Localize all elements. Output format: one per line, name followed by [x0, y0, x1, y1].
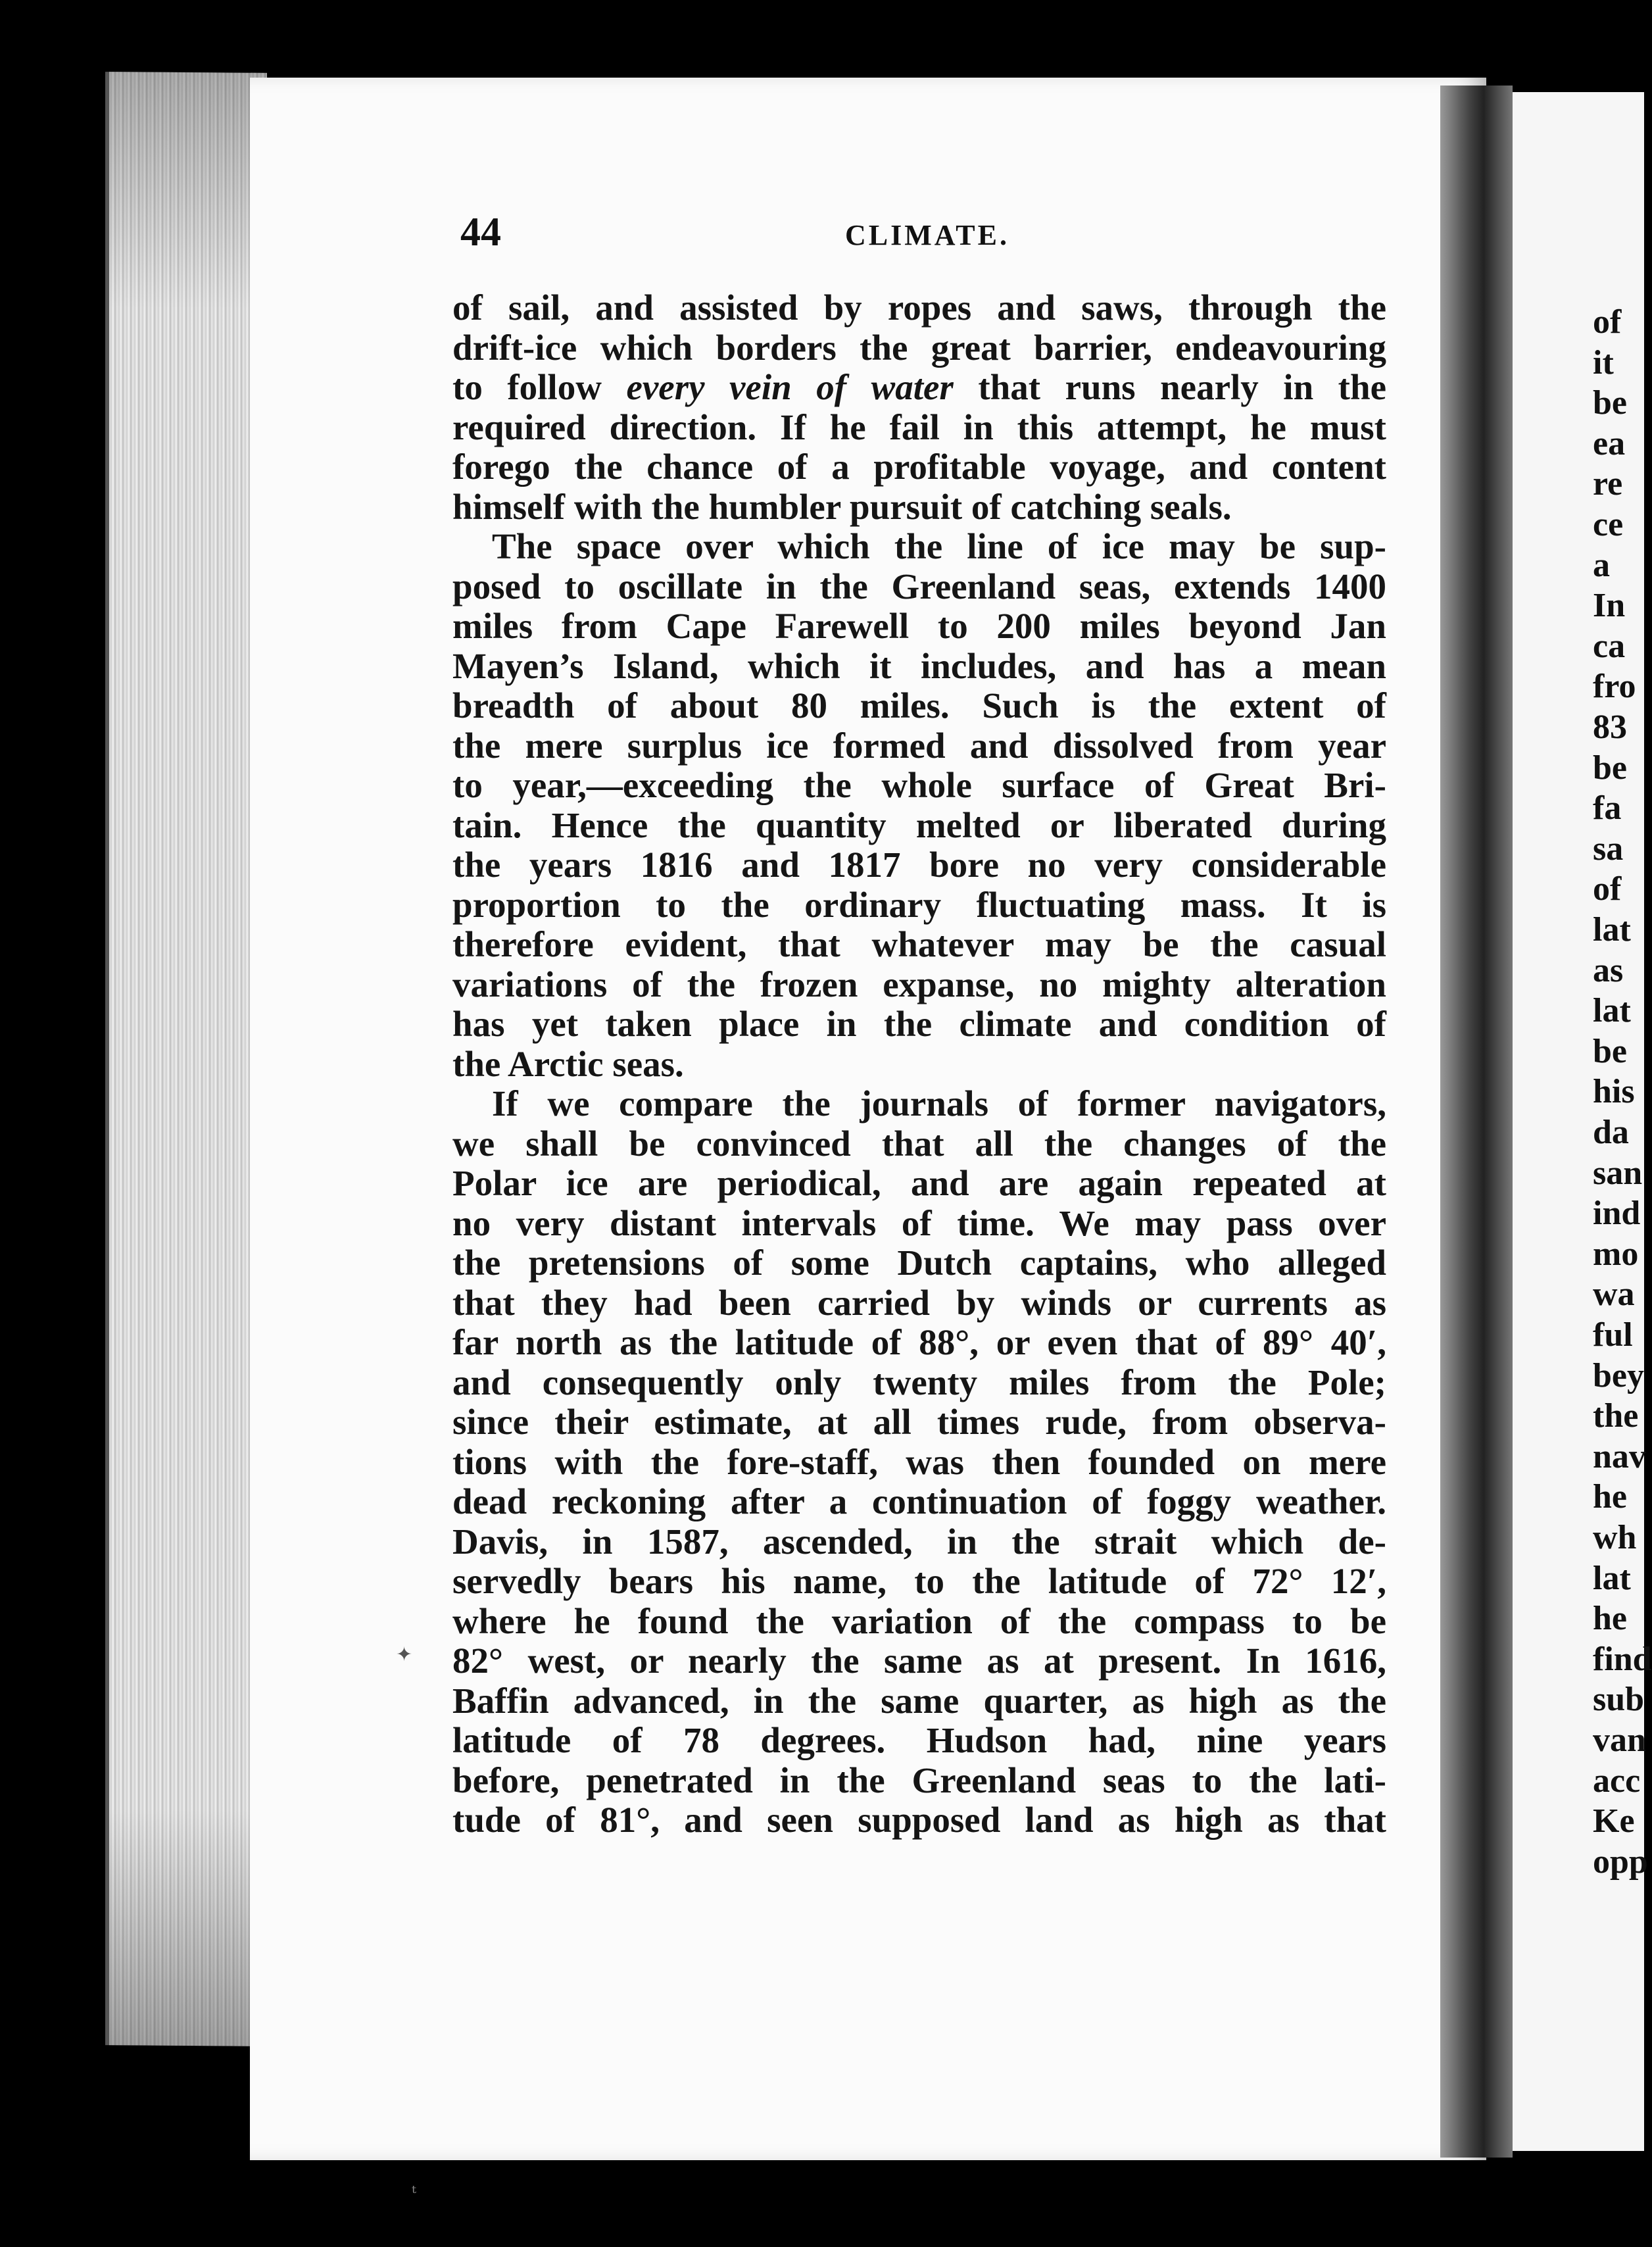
facing-page-fragment: lat [1593, 911, 1631, 949]
facing-page-fragment: san [1593, 1154, 1643, 1192]
facing-page-fragment: it [1593, 343, 1614, 382]
facing-page-fragment: acc [1593, 1762, 1641, 1800]
facing-page-fragment: mo [1593, 1235, 1639, 1273]
facing-page-fragment: he [1593, 1478, 1627, 1516]
facing-page-fragment: sub [1593, 1681, 1645, 1719]
facing-page-fragment: of [1593, 870, 1622, 908]
facing-page-fragment: 83 [1593, 708, 1627, 746]
text-line: tions with the fore-staff, was then founded on mere [452, 1441, 1386, 1482]
text-line: tain. Hence the quantity melted or liberated during [452, 804, 1386, 845]
text-line: Baffin advanced, in the same quarter, as high as the [452, 1680, 1386, 1721]
text-line [452, 368, 1386, 408]
facing-page-fragment: lat [1593, 1559, 1631, 1597]
scan-speck: ₜ [412, 2176, 416, 2198]
facing-page-fragment: da [1593, 1114, 1629, 1151]
margin-mark: ✦ [396, 1643, 413, 1666]
text-line: 82° west, or nearly the same as at present. In 1616, [452, 1641, 1386, 1681]
text-line: dead reckoning after a continuation of foggy weather. [452, 1481, 1386, 1521]
text-line: the Arctic seas. [452, 1043, 684, 1084]
text-line: forego the chance of a profitable voyage, and content [452, 447, 1386, 487]
text-line: since their estimate, at all times rude, from observa- [452, 1402, 1386, 1442]
facing-page-fragment: a [1593, 546, 1610, 584]
text-line: far north as the latitude of 88°, or even that of 89° 40′, [452, 1322, 1386, 1362]
facing-page-fragment: ind [1593, 1195, 1641, 1233]
text-line: posed to oscillate in the Greenland seas, extends 1400 [452, 566, 1386, 606]
text-line: Davis, in 1587, ascended, in the strait which de- [452, 1521, 1386, 1562]
facing-page-fragment: as [1593, 951, 1624, 989]
facing-page-fragment: find [1593, 1640, 1652, 1678]
emphasized-phrase: every vein of water [626, 367, 954, 407]
facing-page-fragment: be [1593, 384, 1627, 422]
book-gutter [1440, 86, 1513, 2158]
page-number: 44 [460, 210, 501, 255]
running-head: CLIMATE. [845, 219, 1009, 251]
text-line: of sail, and assisted by ropes and saws, through the [452, 287, 1386, 328]
facing-page-fragment: ea [1593, 424, 1626, 462]
facing-page-fragment: wa [1593, 1275, 1635, 1314]
facing-page-fragment: the [1593, 1397, 1639, 1435]
text-line: breadth of about 80 miles. Such is the extent of [452, 685, 1386, 726]
facing-page-fragment: van [1593, 1721, 1646, 1759]
text-line: we shall be convinced that all the changes of the [452, 1123, 1386, 1164]
facing-page-fragment: ce [1593, 506, 1624, 543]
text-line: the years 1816 and 1817 bore no very considerable [452, 845, 1386, 885]
facing-page-fragment: ca [1593, 627, 1626, 665]
facing-page-fragment: his [1593, 1073, 1635, 1111]
text-line: miles from Cape Farewell to 200 miles beyond Jan [452, 606, 1386, 646]
text-line: The space over which the line of ice may be sup- [492, 526, 1386, 566]
body-text [452, 288, 1386, 1840]
text-line: himself with the humbler pursuit of catching seals. [452, 486, 1232, 527]
facing-page-fragment: lat [1593, 992, 1631, 1030]
text-line: where he found the variation of the compass to be [452, 1600, 1386, 1641]
text-line: If we compare the journals of former navigators, [492, 1083, 1386, 1124]
facing-page-fragment: opp [1593, 1842, 1648, 1881]
facing-page-fragment: re [1593, 465, 1623, 503]
facing-page-fragment: be [1593, 749, 1627, 787]
facing-page-fragment: sa [1593, 829, 1624, 868]
facing-page-fragment: be [1593, 1032, 1627, 1070]
text-line: required direction. If he fail in this attempt, he must [452, 407, 1386, 447]
facing-page-fragment: In [1593, 587, 1626, 625]
text-line: no very distant intervals of time. We may pass over [452, 1202, 1386, 1243]
facing-page-fragment: wh [1593, 1519, 1637, 1556]
text-line: tude of 81°, and seen supposed land as high as that [452, 1800, 1386, 1840]
facing-page-fragment: bey [1593, 1356, 1644, 1395]
text-line: servedly bears his name, to the latitude of 72° 12′, [452, 1561, 1386, 1601]
text-line: before, penetrated in the Greenland seas to the lati- [452, 1760, 1386, 1800]
text-line: the mere surplus ice formed and dissolved from year [452, 725, 1386, 766]
text-line: Mayen’s Island, which it includes, and has a mean [452, 645, 1386, 686]
text-line: latitude of 78 degrees. Hudson had, nine years [452, 1720, 1386, 1760]
text-line: therefore evident, that whatever may be the casual [452, 924, 1386, 964]
text-line: drift-ice which borders the great barrier, endeavouring [452, 327, 1386, 368]
facing-page-fragment: ful [1593, 1316, 1633, 1354]
facing-page-fragment: fa [1593, 789, 1622, 827]
text-line-part: that runs nearly in the [953, 367, 1387, 407]
text-line: proportion to the ordinary fluctuating mass. It is [452, 884, 1386, 925]
facing-page-fragment: Ke [1593, 1802, 1635, 1840]
text-line: that they had been carried by winds or currents as [452, 1282, 1386, 1323]
facing-page-fragment: fro [1593, 668, 1636, 706]
facing-page-fragment: he [1593, 1600, 1627, 1638]
text-line: to year,—exceeding the whole surface of Great Bri- [452, 765, 1386, 805]
text-line: and consequently only twenty miles from the Pole; [452, 1362, 1386, 1402]
facing-page-fragment: of [1593, 303, 1622, 341]
text-line-part: to follow [452, 367, 627, 407]
text-line: the pretensions of some Dutch captains, who alleged [452, 1243, 1386, 1283]
facing-page-fragment: nav [1593, 1437, 1646, 1475]
page-edges [105, 72, 267, 2046]
page-header [460, 209, 1401, 262]
text-line: Polar ice are periodical, and are again repeated at [452, 1163, 1386, 1203]
text-line: variations of the frozen expanse, no mighty alteration [452, 964, 1386, 1004]
text-line: has yet taken place in the climate and condition of [452, 1004, 1386, 1044]
